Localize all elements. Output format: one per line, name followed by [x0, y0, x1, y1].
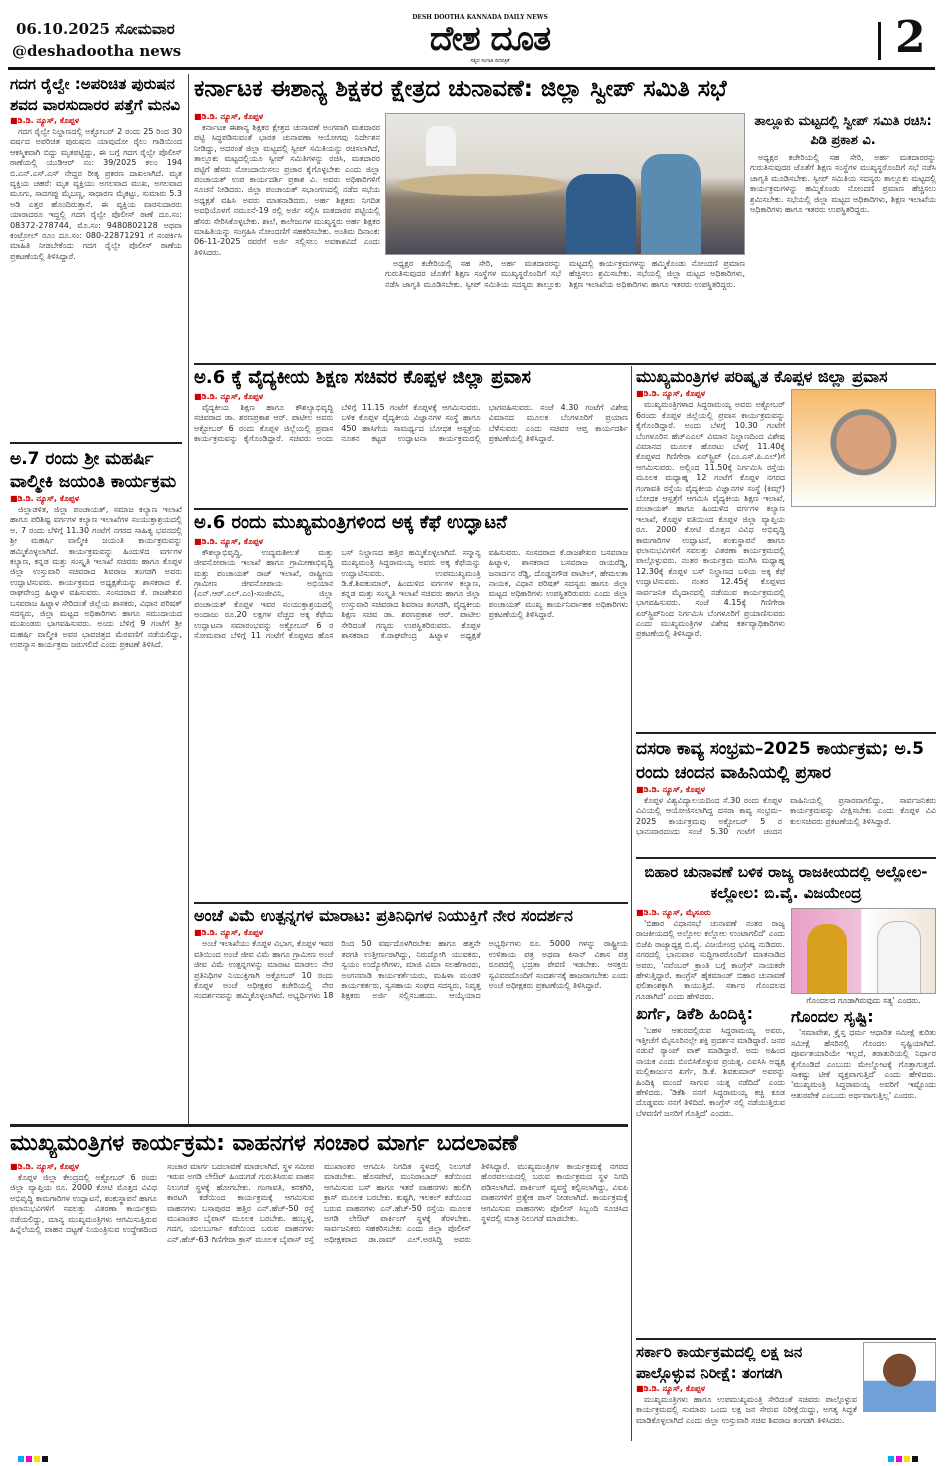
person-figure: [566, 174, 636, 255]
article-gadag: [10, 74, 182, 438]
minister-photo: [863, 1342, 936, 1412]
article-body: [636, 919, 785, 1002]
paragraph: ಗದಗ ರೈಲ್ವೇ ನಿಲ್ದಾಣದಲ್ಲಿ ಅಕ್ಟೋಬರ್ 2 ರಂದು 25 ರಿಂದ 30 ವರ್ಷದ ಅಪರಿಚಿತ ಪುರುಷನು ಯಾವುದೋ ರೈಲು ಗಾಡಿಯಿಂದ ಆಕಸ್ಮಿಕವಾಗಿ ಬಿದ್ದು ಮೃತಪಟ್ಟಿದ್ದು, ಈ ಬಗ್ಗೆ ಗದಗ ರೈಲ್ವೇ ಪೊಲೀಸ್ ಠಾಣೆಯಲ್ಲಿ ಯುಡಿಆರ್ ನಂ: 39/2025 ಕಲಂ 194 ಬಿ.ಎನ್.ಎಸ್.ಎಸ್ ನೇದ್ದರ ರೀತ್ಯ ಪ್ರಕರಣ ದಾಖಲಾಗಿದೆ. ಮೃತ ವ್ಯಕ್ತಿಯ ಚಹರೆ: ಮೃತ ವ್ಯಕ್ತಿಯು ಅಗಲವಾದ ಮುಖ, ಅಗಲವಾದ ಮೂಗು, ಸಾದಗಪ್ಪು ಮೈಬಣ್ಣ, ಸಾಧಾರಣ ಮೈಕಟ್ಟು, ಸುಮಾರು 5.3 ಅಡಿ ಎತ್ತರ ಹೊಂದಿರುತ್ತಾನೆ. ಈ ವ್ಯಕ್ತಿಯ ವಾರಸುದಾರರು ಯಾರಾದರೂ ಇದ್ದಲ್ಲಿ ಗದಗ ರೈಲ್ವೇ ಪೊಲೀಸ್ ಠಾಣೆ ದೂ.ಸಂ: 08372-278744, ಮೊ.ಸಂ: 9480802128 ಅಥವಾ ಕಂಟ್ರೋಲ್ ರೂಂ ದೂ.ಸಂ: 080-22871291 ಗೆ ಸಂಪರ್ಕಿಸಿ ಮಾಹಿತಿ ನೀಡಬೇಕೆಂದು ಗದಗ ರೈಲ್ವೇ ಪೊಲೀಸ್ ಠಾಣೆಯ ಪ್ರಕಟಣೆಯಲ್ಲಿ ತಿಳಿಸಿದ್ದಾರೆ.: [10, 127, 182, 261]
divider: [194, 508, 628, 510]
article-sveep: [194, 112, 380, 360]
paragraph: ವೈದ್ಯಕೀಯ ಶಿಕ್ಷಣ ಹಾಗೂ ಕೌಶಲ್ಯಾಭಿವೃದ್ಧಿ ಸಚಿವರಾದ ಡಾ. ಶರಣಪ್ರಕಾಶ ಆರ್. ಪಾಟೀಲ ಅವರು ಅಕ್ಟೋಬರ್ 6 ರಂದು ಕೊಪ್ಪಳ ಜಿಲ್ಲೆಯಲ್ಲಿ ಪ್ರವಾಸ ಕಾರ್ಯಕ್ರಮವನ್ನು ಕೈಗೊಂಡಿದ್ದಾರೆ. ಸಚಿವರು ಅಂದು ಬೆಳಿಗ್ಗೆ 11.15 ಗಂಟೆಗೆ ಕೊಪ್ಪಳಕ್ಕೆ ಆಗಮಿಸುವರು. ಬಳಿಕ ಕೊಪ್ಪಳ ವೈದ್ಯಕೀಯ ವಿಜ್ಞಾನಗಳ ಸಂಸ್ಥೆ ಹಾಗೂ 450 ಹಾಸಿಗೆಯ ಸಾಮರ್ಥ್ಯದ ಬೋಧಕ ಆಸ್ಪತ್ರೆಯ ನೂತನ ಕಟ್ಟಡ ಉದ್ಘಾಟನಾ ಕಾರ್ಯಕ್ರಮದಲ್ಲಿ ಭಾಗವಹಿಸುವರು. ಸಂಜೆ 4.30 ಗಂಟೆಗೆ ವಿಶೇಷ ವಿಮಾನದ ಮೂಲಕ ಬೆಂಗಳೂರಿಗೆ ಪ್ರಯಾಣ ಬೆಳೆಸುವರು ಎಂದು ಸಚಿವರ ಆಪ್ತ ಕಾರ್ಯದರ್ಶಿ ಪ್ರಕಟಣೆಯಲ್ಲಿ ತಿಳಿಸಿದ್ದಾರೆ.: [194, 402, 628, 443]
article-body: [10, 1162, 628, 1440]
person-figure: [641, 154, 701, 255]
divider: [636, 1338, 936, 1340]
social-handle: @deshadootha news: [12, 42, 182, 60]
article-cm-tour: [636, 368, 936, 728]
masthead-logo: ದೇಶ ದೂತ: [429, 19, 551, 59]
headline: ಮುಖ್ಯಮಂತ್ರಿಗಳ ಪರಿಷ್ಕೃತ ಕೊಪ್ಪಳ ಜಿಲ್ಲಾ ಪ್ರವಾಸ: [636, 368, 888, 386]
headline: ಸರ್ಕಾರಿ ಕಾರ್ಯಕ್ರಮದಲ್ಲಿ ಲಕ್ಷ ಜನ ಪಾಲ್ಗೊಳ್ಳುವ ನಿರೀಕ್ಷೆ: ತಂಗಡಗಿ: [636, 1343, 803, 1382]
divider: [194, 902, 628, 904]
subheadline: ಖರ್ಗೆ, ಡಿಕೆಶಿ ಹಿಂದಿಕ್ಕಿ:: [636, 1004, 753, 1024]
headline: ಅ.7 ರಂದು ಶ್ರೀ ಮಹರ್ಷಿ ವಾಲ್ಮೀಕಿ ಜಯಂತಿ ಕಾರ್ಯಕ್ರಮ: [10, 449, 177, 492]
subheadline: ಗೊಂದಲ ಸೃಷ್ಟಿ:: [791, 1007, 874, 1026]
byline: ■ಡಿ.ಡಿ. ನ್ಯೂಸ್, ಕೊಪ್ಪಳ: [10, 1162, 79, 1171]
masthead-tagline: DESH DOOTHA KANNADA DAILY NEWS: [412, 14, 548, 21]
page-number: 2: [895, 12, 926, 63]
article-valmiki: [10, 448, 182, 1120]
article-body: [636, 1026, 785, 1335]
paragraph: ಮುಖ್ಯಮಂತ್ರಿಗಳಾದ ಸಿದ್ದರಾಮಯ್ಯ ಅವರು ಅಕ್ಟೋಬರ್ 6ರಂದು ಕೊಪ್ಪಳ ಜಿಲ್ಲೆಯಲ್ಲಿ ಪ್ರವಾಸ ಕಾರ್ಯಕ್ರಮವನ್ನು ಕೈಗೊಂಡಿದ್ದಾರೆ. ಅಂದು ಬೆಳಗ್ಗೆ 10.30 ಗಂಟೆಗೆ ಬೆಂಗಳೂರಿನ ಹೆಚ್‌ಎಎಲ್ ವಿಮಾನ ನಿಲ್ದಾಣದಿಂದ ವಿಶೇಷ ವಿಮಾನದ ಮೂಲಕ ಹೊರಟು ಬೆಳಗ್ಗೆ 11.40ಕ್ಕೆ ಕೊಪ್ಪಳದ ಗಿಣಿಗೇರಾ ಏರ್‌ಸ್ಟ್ರಿಪ್ (ಎಂ.ಎಸ್.ಪಿ.ಎಲ್)ಗೆ ಆಗಮಿಸುವರು. ಅಲ್ಲಿಂದ 11.50ಕ್ಕೆ ನಿರ್ಗಮಿಸಿ ರಸ್ತೆಯ ಮೂಲಕ ಮಧ್ಯಾಹ್ನ 12 ಗಂಟೆಗೆ ಕೊಪ್ಪಳ ನಗರದ ಗಂಗಾವತಿ ರಸ್ತೆಯ ವೈದ್ಯಕೀಯ ವಿಜ್ಞಾನಗಳ ಸಂಸ್ಥೆ (ಕಿಮ್ಸ್) ಬೋಧಕ ಆಸ್ಪತ್ರೆಗೆ ಆಗಮಿಸಿ ವೈದ್ಯಕೀಯ ಶಿಕ್ಷಣ ಇಲಾಖೆ, ಪಂಚಾಯತ್ ಹಾಗೂ ಹಿಂದುಳಿದ ವರ್ಗಗಳ ಕಲ್ಯಾಣ ಇಲಾಖೆ, ಕೊಪ್ಪಳ ವತಿಯಿಂದ ಕೊಪ್ಪಳ ಜಿಲ್ಲಾ ವ್ಯಾಪ್ತಿಯ ರೂ. 2000 ಕೋಟಿ ಮೊತ್ತದ ವಿವಿಧ ಅಭಿವೃದ್ಧಿ ಕಾಮಗಾರಿಗಳ ಉದ್ಘಾಟನೆ, ಶಂಕುಸ್ಥಾಪನೆ ಹಾಗೂ ಫಲಾನುಭವಿಗಳಿಗೆ ಸವಲತ್ತು ವಿತರಣಾ ಕಾರ್ಯಕ್ರಮದಲ್ಲಿ ಪಾಲ್ಗೊಳ್ಳುವರು. ನಂತರ ಕಾರ್ಯಕ್ರಮ ಮುಗಿಸಿ ಮಧ್ಯಾಹ್ನ 12.30ಕ್ಕೆ ಕೊಪ್ಪಳ ಬಸ್ ನಿಲ್ದಾಣದ ಬಳಿಯ ಅಕ್ಕ ಕೆಫೆ ಉದ್ಘಾಟಿಸುವರು. ನಂತರ 12.45ಕ್ಕೆ ಕೊಪ್ಪಳದ ಸಾರ್ವಜನಿಕ ಮೈದಾನದಲ್ಲಿ ನಡೆಯುವ ಕಾರ್ಯಕ್ರಮದಲ್ಲಿ ಭಾಗವಹಿಸುವರು. ಸಂಜೆ 4.15ಕ್ಕೆ ಗಿಣಿಗೇರಾ ಏರ್‌ಸ್ಟ್ರಿಪ್‌ನಿಂದ ನಿರ್ಗಮಿಸಿ ಬೆಂಗಳೂರಿಗೆ ಪ್ರಯಾಣಿಸುವರು ಎಂದು ಮುಖ್ಯಮಂತ್ರಿಗಳ ವಿಶೇಷ ಕರ್ತವ್ಯಾಧಿಕಾರಿಗಳು ಪ್ರಕಟಣೆಯಲ್ಲಿ ತಿಳಿಸಿದ್ದಾರೆ.: [636, 400, 785, 639]
paragraph: 'ಸಮಾವೇಶ, ಕ್ರೈಸ್ತ ಧರ್ಮ ಆಧಾರಿತ ಸಮೀಕ್ಷೆ ಕುರಿತು ಸಮೀಕ್ಷೆ ಹೆಸರಿನಲ್ಲಿ ಗೊಂದಲ ಸೃಷ್ಟಿಯಾಗಿದೆ. ಪೂರ್ವತಯಾರಿಯೇ ಇಲ್ಲದೆ, ತರಾತುರಿಯಲ್ಲಿ ನಿರ್ಧಾರ ಕೈಗೊಂಡಿದೆ ಎಂಬುದು ಮೇಲ್ನೋಟಕ್ಕೆ ಗೊತ್ತಾಗುತ್ತದೆ. ಸಾಕಷ್ಟು ಟೀಕೆ ವ್ಯಕ್ತವಾಗುತ್ತಿದೆ' ಎಂದು ಹೇಳಿದರು. 'ಮುಖ್ಯಮಂತ್ರಿ ಸಿದ್ದರಾಮಯ್ಯ ಅವರಿಗೆ ಇಷ್ಟೊಂದು ಆತುರವೇಕೆ ಎಂಬುದು ಅರ್ಥವಾಗುತ್ತಿಲ್ಲ' ಎಂದರು.: [791, 1028, 936, 1100]
meeting-photo: [385, 113, 745, 255]
article-column-left: [636, 908, 785, 1335]
divider: [10, 1124, 628, 1127]
headline: ದಸರಾ ಕಾವ್ಯ ಸಂಭ್ರಮ–2025 ಕಾರ್ಯಕ್ರಮ; ಅ.5 ರಂದು ಚಂದನ ವಾಹಿನಿಯಲ್ಲಿ ಪ್ರಸಾರ: [636, 739, 924, 783]
paragraph: ಕೌಶಲ್ಯಾಭಿವೃದ್ಧಿ, ಉದ್ಯಮಶೀಲತೆ ಮತ್ತು ಜೀವನೋಪಾಯ ಇಲಾಖೆ ಹಾಗೂ ಗ್ರಾಮೀಣಾಭಿವೃದ್ಧಿ ಮತ್ತು ಪಂಚಾಯತ್ ರಾಜ್ ಇಲಾಖೆ, ರಾಷ್ಟ್ರೀಯ ಗ್ರಾಮೀಣ ಜೀವನೋಪಾಯ ಅಭಿಯಾನ (ಎನ್.ಆರ್.ಎಲ್.ಎಂ)-ಸಂಜೀವಿನಿ, ಜಿಲ್ಲಾ ಪಂಚಾಯತ್ ಕೊಪ್ಪಳ ಇವರ ಸಂಯುಕ್ತಾಶ್ರಯದಲ್ಲಿ ಅಂದಾಜು ರೂ.20 ಲಕ್ಷಗಳ ವೆಚ್ಚದ ಅಕ್ಕ ಕೆಫೆಯ ಉದ್ಘಾಟನಾ ಸಮಾರಂಭವನ್ನು ಅಕ್ಟೋಬರ್ 6 ರ ಸೋಮವಾರ ಬೆಳಿಗ್ಗೆ 11 ಗಂಟೆಗೆ ಕೊಪ್ಪಳದ ಹೊಸ ಬಸ್ ನಿಲ್ದಾಣದ ಹತ್ತಿರ ಹಮ್ಮಿಕೊಳ್ಳಲಾಗಿದೆ. ಸನ್ಮಾನ್ಯ ಮುಖ್ಯಮಂತ್ರಿ ಸಿದ್ದರಾಮಯ್ಯ ಅವರು ಅಕ್ಕ ಕೆಫೆಯನ್ನು ಉದ್ಘಾಟಿಸುವರು. ಉಪಮುಖ್ಯಮಂತ್ರಿ ಡಿ.ಕೆ.ಶಿವಕುಮಾರ್, ಹಿಂದುಳಿದ ವರ್ಗಗಳ ಕಲ್ಯಾಣ, ಕನ್ನಡ ಮತ್ತು ಸಂಸ್ಕೃತಿ ಇಲಾಖೆ ಸಚಿವರು ಹಾಗೂ ಜಿಲ್ಲಾ ಉಸ್ತುವಾರಿ ಸಚಿವರಾದ ಶಿವರಾಜ ತಂಗಡಗಿ, ವೈದ್ಯಕೀಯ ಶಿಕ್ಷಣ ಸಚಿವ ಡಾ. ಶರಣಪ್ರಕಾಶ ಆರ್. ಪಾಟೀಲ ಸೇರಿದಂತೆ ಗಣ್ಯರು ಉಪಸ್ಥಿತರಿರುವರು. ಕೊಪ್ಪಳ ಶಾಸಕರಾದ ಕೆ.ರಾಘವೇಂದ್ರ ಹಿಟ್ನಾಳ ಅಧ್ಯಕ್ಷತೆ ವಹಿಸುವರು. ಸಂಸದರಾದ ಕೆ.ರಾಜಶೇಖರ ಬಸವರಾಜ ಹಿಟ್ನಾಳ, ಶಾಸಕರಾದ ಬಸವರಾಜ ರಾಯರೆಡ್ಡಿ, ಜನಾರ್ದನ ರೆಡ್ಡಿ, ದೊಡ್ಡನಗೌಡ ಪಾಟೀಲ್, ಹೇಮಲತಾ ನಾಯಕ, ವಿಧಾನ ಪರಿಷತ್ ಸದಸ್ಯರು ಹಾಗೂ ಜಿಲ್ಲಾ ಮಟ್ಟದ ಅಧಿಕಾರಿಗಳು ಉಪಸ್ಥಿತರಿರುವರು ಎಂದು ಜಿಲ್ಲಾ ಪಂಚಾಯತ್ ಮುಖ್ಯ ಕಾರ್ಯನಿರ್ವಾಹಕ ಅಧಿಕಾರಿಗಳು ಪ್ರಕಟಣೆಯಲ್ಲಿ ತಿಳಿಸಿದ್ದಾರೆ.: [194, 547, 628, 640]
table-shape: [396, 174, 566, 196]
issue-date: 06.10.2025 ಸೋಮವಾರ: [16, 20, 175, 38]
article-body-continued: [385, 259, 745, 359]
headline: ಅ.6 ಕ್ಕೆ ವೈದ್ಯಕೀಯ ಶಿಕ್ಷಣ ಸಚಿವರ ಕೊಪ್ಪಳ ಜಿಲ್ಲಾ ಪ್ರವಾಸ: [194, 368, 531, 388]
article-columns: [636, 908, 936, 1335]
chief-minister-photo: [791, 389, 936, 507]
paragraph: ಅಧ್ಯಕ್ಷರ ಕಚೇರಿಯಲ್ಲಿ ಸಹ ಸೇರಿ, ಅರ್ಹ ಮತದಾರರನ್ನು ಗುರುತಿಸುವುದರ ಜೊತೆಗೆ ಶಿಕ್ಷಣ ಸಂಸ್ಥೆಗಳ ಮುಖ್ಯಸ್ಥರೊಂದಿಗೆ ಸಭೆ ನಡೆಸಿ ಜಾಗೃತಿ ಮೂಡಿಸಬೇಕು. ಸ್ವೀಪ್ ಸಮಿತಿಯ ಸದಸ್ಯರು ತಾಲ್ಲೂಕು ಮಟ್ಟದಲ್ಲಿ ಕಾರ್ಯಕ್ರಮಗಳನ್ನು ಹಮ್ಮಿಕೊಂಡು ನೋಂದಣಿ ಪ್ರಮಾಣ ಹೆಚ್ಚಿಸಲು ಶ್ರಮಿಸಬೇಕು. ಸಭೆಯಲ್ಲಿ ಜಿಲ್ಲಾ ಮಟ್ಟದ ಅಧಿಕಾರಿಗಳು, ಶಿಕ್ಷಣ ಇಲಾಖೆಯ ಅಧಿಕಾರಿಗಳು ಹಾಗೂ ಇತರರು ಉಪಸ್ಥಿತರಿದ್ದರು.: [750, 153, 936, 215]
byline: ■ಡಿ.ಡಿ. ನ್ಯೂಸ್, ಕೊಪ್ಪಳ: [194, 112, 263, 121]
byline: ■ಡಿ.ಡಿ. ನ್ಯೂಸ್, ಕೊಪ್ಪಳ: [10, 116, 79, 125]
person-figure: [426, 126, 456, 166]
paragraph: ಅಂಚೆ ಇಲಾಖೆಯು ಕೊಪ್ಪಳ ವಿಭಾಗ, ಕೊಪ್ಪಳ ಇವರ ವತಿಯಿಂದ ಅಂಚೆ ಜೀವ ವಿಮೆ ಹಾಗೂ ಗ್ರಾಮೀಣ ಅಂಚೆ ಜೀವ ವಿಮೆ ಉತ್ಪನ್ನಗಳನ್ನು ಮಾರಾಟ ಮಾಡಲು ನೇರ ಪ್ರತಿನಿಧಿಗಳ ನಿಯುಕ್ತಿಗಾಗಿ ಅಕ್ಟೋಬರ್ 10 ರಂದು ಕೊಪ್ಪಳ ಅಂಚೆ ಅಧೀಕ್ಷಕರ ಕಚೇರಿಯಲ್ಲಿ ನೇರ ಸಂದರ್ಶನವನ್ನು ಹಮ್ಮಿಕೊಳ್ಳಲಾಗಿದೆ. ಅಭ್ಯರ್ಥಿಗಳು 18 ರಿಂದ 50 ವರ್ಷದೊಳಗಿರಬೇಕು ಹಾಗೂ ಹತ್ತನೇ ತರಗತಿ ಉತ್ತೀರ್ಣರಾಗಿದ್ದು, ನಿರುದ್ಯೋಗಿ ಯುವಕರು, ಸ್ವಯಂ ಉದ್ಯೋಗಿಗಳು, ಮಾಜಿ ವಿಮಾ ಸಲಹೆಗಾರರು, ಅಂಗನವಾಡಿ ಕಾರ್ಯಕರ್ತೆಯರು, ಮಹಿಳಾ ಮಂಡಳಿ ಕಾರ್ಯಕರ್ತರು, ಸ್ವಸಹಾಯ ಸಂಘದ ಸದಸ್ಯರು, ನಿವೃತ್ತ ಶಿಕ್ಷಕರು ಅರ್ಜಿ ಸಲ್ಲಿಸಬಹುದು. ಆಯ್ಕೆಯಾದ ಅಭ್ಯರ್ಥಿಗಳು ರೂ. 5000 ಗಳನ್ನು ರಾಷ್ಟ್ರೀಯ ಉಳಿತಾಯ ಪತ್ರ ಅಥವಾ ಕಿಸಾನ್ ವಿಕಾಸ ಪತ್ರ ರೂಪದಲ್ಲಿ ಭದ್ರತಾ ಠೇವಣಿ ಇಡಬೇಕು. ಆಸಕ್ತರು ಸ್ವವಿವರದೊಂದಿಗೆ ಸಂದರ್ಶನಕ್ಕೆ ಹಾಜರಾಗಬೇಕು ಎಂದು ಅಂಚೆ ಅಧೀಕ್ಷಕರು ಪ್ರಕಟಣೆಯಲ್ಲಿ ತಿಳಿಸಿದ್ದಾರೆ.: [194, 939, 628, 1001]
byline: ■ಡಿ.ಡಿ. ನ್ಯೂಸ್, ಕೊಪ್ಪಳ: [636, 1384, 705, 1393]
byline: ■ಡಿ.ಡಿ. ನ್ಯೂಸ್, ಮೈಸೂರು: [636, 908, 711, 917]
article-body: [636, 796, 936, 854]
page-number-divider: [878, 22, 881, 60]
politicians-photo: [791, 908, 936, 994]
article-insurance: [194, 907, 628, 1120]
paragraph: ಜಿಲ್ಲಾಡಳಿತ, ಜಿಲ್ಲಾ ಪಂಚಾಯತ್, ಸಮಾಜ ಕಲ್ಯಾಣ ಇಲಾಖೆ ಹಾಗೂ ಪರಿಶಿಷ್ಟ ವರ್ಗಗಳ ಕಲ್ಯಾಣ ಇಲಾಖೆಗಳ ಸಂಯುಕ್ತಾಶ್ರಯದಲ್ಲಿ ಅ. 7 ರಂದು ಬೆಳಿಗ್ಗೆ 11.30 ಗಂಟೆಗೆ ನಗರದ ಸಾಹಿತ್ಯ ಭವನದಲ್ಲಿ ಶ್ರೀ ಮಹರ್ಷಿ ವಾಲ್ಮೀಕಿ ಜಯಂತಿ ಕಾರ್ಯಕ್ರಮವನ್ನು ಹಮ್ಮಿಕೊಳ್ಳಲಾಗಿದೆ. ಕಾರ್ಯಕ್ರಮವನ್ನು ಹಿಂದುಳಿದ ವರ್ಗಗಳ ಕಲ್ಯಾಣ, ಕನ್ನಡ ಮತ್ತು ಸಂಸ್ಕೃತಿ ಇಲಾಖೆ ಸಚಿವರು ಹಾಗೂ ಕೊಪ್ಪಳ ಜಿಲ್ಲಾ ಉಸ್ತುವಾರಿ ಸಚಿವರಾದ ಶಿವರಾಜ ತಂಗಡಗಿ ಅವರು ಉದ್ಘಾಟಿಸುವರು. ಕಾರ್ಯಕ್ರಮದ ಅಧ್ಯಕ್ಷತೆಯನ್ನು ಶಾಸಕರಾದ ಕೆ. ರಾಘವೇಂದ್ರ ಹಿಟ್ನಾಳ ವಹಿಸುವರು. ಸಂಸದರಾದ ಕೆ. ರಾಜಶೇಖರ ಬಸವರಾಜ ಹಿಟ್ನಾಳ ಸೇರಿದಂತೆ ಜಿಲ್ಲೆಯ ಶಾಸಕರು, ವಿಧಾನ ಪರಿಷತ್ ಸದಸ್ಯರು, ಜಿಲ್ಲಾ ಮಟ್ಟದ ಅಧಿಕಾರಿಗಳು ಹಾಗೂ ಸಮುದಾಯದ ಮುಖಂಡರು ಭಾಗವಹಿಸುವರು. ಅಂದು ಬೆಳಿಗ್ಗೆ 9 ಗಂಟೆಗೆ ಶ್ರೀ ಮಹರ್ಷಿ ವಾಲ್ಮೀಕಿ ಅವರ ಭಾವಚಿತ್ರದ ಮೆರವಣಿಗೆ ನಡೆಯಲಿದ್ದು, ಉಪನ್ಯಾಸ ಕಾರ್ಯಕ್ರಮ ಜರುಗಲಿದೆ ಎಂದು ಪ್ರಕಟಣೆ ತಿಳಿಸಿದೆ.: [10, 505, 182, 650]
paragraph: 'ಬಿಹಾರ ವಿಧಾನಸಭೆ ಚುನಾವಣೆ ನಂತರ ರಾಜ್ಯ ರಾಜಕೀಯದಲ್ಲಿ ಅಲ್ಲೋಲ ಕಲ್ಲೋಲ ಉಂಟಾಗಲಿದೆ' ಎಂದು ಬಿಜೆಪಿ ರಾಜ್ಯಾಧ್ಯಕ್ಷ ಬಿ.ವೈ. ವಿಜಯೇಂದ್ರ ಭವಿಷ್ಯ ನುಡಿದರು. ನಗರದಲ್ಲಿ ಭಾನುವಾರ ಸುದ್ದಿಗಾರರೊಂದಿಗೆ ಮಾತನಾಡಿದ ಅವರು, 'ನವೆಂಬರ್ ಕ್ರಾಂತಿ ಬಗ್ಗೆ ಕಾಂಗ್ರೆಸ್ ನಾಯಕರೇ ಹೇಳುತ್ತಿದ್ದಾರೆ. ಕಾಂಗ್ರೆಸ್ ಹೈಕಮಾಂಡ್ ಬಿಹಾರ ಚುನಾವಣೆ ಫಲಿತಾಂಶಕ್ಕಾಗಿ ಕಾಯುತ್ತಿದೆ. ಸರ್ಕಾರ ಗೊಂದಲದ ಗೂಡಾಗಿದೆ' ಎಂದು ಹೇಳಿದರು.: [636, 919, 785, 1001]
headline: ಅಂಚೆ ವಿಮೆ ಉತ್ಪನ್ನಗಳ ಮಾರಾಟ: ಪ್ರತಿನಿಧಿಗಳ ನಿಯುಕ್ತಿಗೆ ನೇರ ಸಂದರ್ಶನ: [194, 907, 573, 925]
article-medical: [194, 368, 628, 504]
masthead-slogan: ಸತ್ಯದ ಸಂಗಾತಿ ದಿನಪತ್ರಿಕೆ: [470, 58, 510, 64]
divider: [636, 857, 936, 859]
byline: ■ಡಿ.ಡಿ. ನ್ಯೂಸ್, ಕೊಪ್ಪಳ: [194, 536, 263, 546]
paragraph: ಅಧ್ಯಕ್ಷರ ಕಚೇರಿಯಲ್ಲಿ ಸಹ ಸೇರಿ, ಅರ್ಹ ಮತದಾರರನ್ನು ಗುರುತಿಸುವುದರ ಜೊತೆಗೆ ಶಿಕ್ಷಣ ಸಂಸ್ಥೆಗಳ ಮುಖ್ಯಸ್ಥರೊಂದಿಗೆ ಸಭೆ ನಡೆಸಿ ಜಾಗೃತಿ ಮೂಡಿಸಬೇಕು. ಸ್ವೀಪ್ ಸಮಿತಿಯ ಸದಸ್ಯರು ತಾಲ್ಲೂಕು ಮಟ್ಟದಲ್ಲಿ ಕಾರ್ಯಕ್ರಮಗಳನ್ನು ಹಮ್ಮಿಕೊಂಡು ನೋಂದಣಿ ಪ್ರಮಾಣ ಹೆಚ್ಚಿಸಲು ಶ್ರಮಿಸಬೇಕು. ಸಭೆಯಲ್ಲಿ ಜಿಲ್ಲಾ ಮಟ್ಟದ ಅಧಿಕಾರಿಗಳು, ಶಿಕ್ಷಣ ಇಲಾಖೆಯ ಅಧಿಕಾರಿಗಳು ಹಾಗೂ ಇತರರು ಉಪಸ್ಥಿತರಿದ್ದರು.: [385, 259, 745, 289]
article-bihar: [636, 862, 936, 1335]
article-body: [636, 400, 785, 639]
article-body: [750, 153, 936, 360]
divider: [194, 363, 936, 365]
article-body: [10, 127, 182, 438]
byline: ■ಡಿ.ಡಿ. ನ್ಯೂಸ್, ಕೊಪ್ಪಳ: [10, 494, 79, 503]
column-divider: [188, 74, 189, 1124]
person-figure: [807, 924, 847, 994]
paragraph: ಕರ್ನಾಟಕ ಈಶಾನ್ಯ ಶಿಕ್ಷಕರ ಕ್ಷೇತ್ರದ ಚುನಾವಣೆ ಅಂಗವಾಗಿ ಮತದಾರರ ಪಟ್ಟಿ ಸಿದ್ಧಪಡಿಸುವಂತೆ ಭಾರತ ಚುನಾವಣಾ ಆಯೋಗವು ನಿರ್ದೇಶನ ನೀಡಿದ್ದು, ಅದರಂತೆ ಜಿಲ್ಲಾ ಮಟ್ಟದಲ್ಲಿ ಸ್ವೀಪ್ ಸಮಿತಿಯನ್ನು ರಚಿಸಲಾಗಿದೆ, ತಾಲ್ಲೂಕು ಮಟ್ಟದಲ್ಲಿಯೂ ಸ್ವೀಪ್ ಸಮಿತಿಗಳನ್ನು ರಚಿಸಿ, ಮತದಾರರ ಪಟ್ಟಿಗೆ ಹೆಸರು ನೋಂದಾಯಿಸಲು ಪ್ರಚಾರ ಕೈಗೊಳ್ಳಬೇಕು ಎಂದು ಜಿಲ್ಲಾ ಪಂಚಾಯತ್ ಉಪ ಕಾರ್ಯದರ್ಶಿ ಪ್ರಕಾಶ ವಿ. ಅವರು ಅಧಿಕಾರಿಗಳಿಗೆ ಸೂಚನೆ ನೀಡಿದರು. ಜಿಲ್ಲಾ ಪಂಚಾಯತ್ ಸಭಾಂಗಣದಲ್ಲಿ ನಡೆದ ಸಭೆಯ ಅಧ್ಯಕ್ಷತೆ ವಹಿಸಿ ಅವರು ಮಾತನಾಡಿದರು. ಅರ್ಹ ಶಿಕ್ಷಕರು ನಿಗದಿತ ಅವಧಿಯೊಳಗೆ ನಮೂನೆ-19 ರಲ್ಲಿ ಅರ್ಜಿ ಸಲ್ಲಿಸಿ ಮತದಾರರ ಪಟ್ಟಿಯಲ್ಲಿ ಹೆಸರು ಸೇರಿಸಿಕೊಳ್ಳಬೇಕು. ಶಾಲೆ, ಕಾಲೇಜುಗಳ ಮುಖ್ಯಸ್ಥರು ಅರ್ಹ ಶಿಕ್ಷಕರ ಮಾಹಿತಿಯನ್ನು ಸಂಗ್ರಹಿಸಿ ನೋಂದಣಿಗೆ ಸಹಕರಿಸಬೇಕು. ಅಂತಿಮ ದಿನಾಂಕ: 06-11-2025 ರವರೆಗೆ ಅರ್ಜಿ ಸಲ್ಲಿಸಲು ಅವಕಾಶವಿದೆ ಎಂದು ತಿಳಿಸಿದರು.: [194, 123, 380, 257]
divider: [636, 732, 936, 734]
headline: ಅ.6 ರಂದು ಮುಖ್ಯಮಂತ್ರಿಗಳಿಂದ ಅಕ್ಕ ಕೆಫೆ ಉದ್ಘಾಟನೆ: [194, 513, 507, 533]
article-column-right: [791, 908, 936, 1335]
headline: ಗದಗ ರೈಲ್ವೇ :ಅಪರಿಚಿತ ಪುರುಷನ ಶವದ ವಾರಸುದಾರರ ಪತ್ತೆಗೆ ಮನವಿ: [10, 75, 181, 114]
article-akka-cafe: [194, 513, 628, 898]
headline: ಬಿಹಾರ ಚುನಾವಣೆ ಬಳಿಕ ರಾಜ್ಯ ರಾಜಕೀಯದಲ್ಲಿ ಅಲ್ಲೋಲ-ಕಲ್ಲೋಲ: ಬಿ.ವೈ. ವಿಜಯೇಂದ್ರ: [644, 863, 928, 902]
paragraph: ಕೊಪ್ಪಳ ವಿಶ್ವವಿದ್ಯಾಲಯದಿಂದ ಸೆ.30 ರಂದು ಕೊಪ್ಪಳ ವಿವಿಯಲ್ಲಿ ಆಯೋಜಿಸಲಾಗಿದ್ದ ದಸರಾ ಕಾವ್ಯ ಸಂಭ್ರಮ–2025 ಕಾರ್ಯಕ್ರಮವು ಅಕ್ಟೋಬರ್ 5 ರ ಭಾನುವಾರದಂದು ಸಂಜೆ 5.30 ಗಂಟೆಗೆ ಚಂದನ ವಾಹಿನಿಯಲ್ಲಿ ಪ್ರಸಾರವಾಗಲಿದ್ದು, ಸಾರ್ವಜನಿಕರು ಕಾರ್ಯಕ್ರಮವನ್ನು ವೀಕ್ಷಿಸಬೇಕು ಎಂದು ಕೊಪ್ಪಳ ವಿವಿ ಕುಲಸಚಿವರು ಪ್ರಕಟಣೆಯಲ್ಲಿ ತಿಳಿಸಿದ್ದಾರೆ.: [636, 796, 936, 837]
color-registration-marks: [18, 1447, 50, 1453]
article-body: [194, 548, 628, 898]
article-body: [636, 1395, 857, 1426]
article-traffic: [10, 1130, 628, 1440]
article-body: [194, 403, 628, 504]
article-dasara: [636, 737, 936, 854]
article-sveep-side: [750, 112, 936, 360]
article-body: [194, 123, 380, 360]
divider: [10, 442, 182, 444]
lead-headline: ಕರ್ನಾಟಕ ಈಶಾನ್ಯ ಶಿಕ್ಷಕರ ಕ್ಷೇತ್ರದ ಚುನಾವಣೆ: ಜಿಲ್ಲಾ ಸ್ವೀಪ್ ಸಮಿತಿ ಸಭೆ: [194, 76, 727, 102]
byline: ■ಡಿ.ಡಿ. ನ್ಯೂಸ್, ಕೊಪ್ಪಳ: [194, 928, 263, 938]
article-body: [791, 1028, 936, 1335]
byline: ■ಡಿ.ಡಿ. ನ್ಯೂಸ್, ಕೊಪ್ಪಳ: [636, 785, 705, 794]
paragraph: 'ಬಹಳ ಆತುರದಲ್ಲಿರುವ ಸಿದ್ದರಾಮಯ್ಯ ಅವರು, ಇತ್ತೀಚೆಗೆ ಮೈಸೂರಿನಲ್ಲೇ ಶಕ್ತಿ ಪ್ರದರ್ಶನ ಮಾಡಿದ್ದಾರೆ. ಜನರ ನಡುವೆ ರ‍್ಯಾಂಪ್ ವಾಕ್ ಮಾಡಿದ್ದಾರೆ. ಅದು ಅಹಿಂದ ನಾಯಕ ಎಂದು ಬಿಂಬಿಸಿಕೊಳ್ಳುವ ಪ್ರಯತ್ನ. ಎಐಸಿಸಿ ಅಧ್ಯಕ್ಷ ಮಲ್ಲಿಕಾರ್ಜುನ ಖರ್ಗೆ, ಡಿ.ಕೆ. ಶಿವಕುಮಾರ್ ಅವರನ್ನು ಹಿಂದಿಕ್ಕಿ ಮುಂದೆ ಸಾಗುವ ಯತ್ನ ನಡೆದಿದೆ' ಎಂದು ಹೇಳಿದರು. 'ಡಿಕೆಶಿ ನನಗೆ ಸಿದ್ದರಾಮಯ್ಯ ಕಚ್ಚಿ ಕೂಡ ದೊಡ್ಡವರು ನನಗೆ ತಿಳಿದಿದೆ. ಕಾಂಗ್ರೆಸ್ ನಲ್ಲಿ ನಡೆಯುತ್ತಿರುವ ಬೆಳವಣಿಗೆ ಜನರಿಗೆ ಗೊತ್ತಿದೆ' ಎಂದರು.: [636, 1025, 785, 1118]
article-body: [194, 939, 628, 1120]
paragraph: ಕೊಪ್ಪಳ ಜಿಲ್ಲಾ ಕೇಂದ್ರದಲ್ಲಿ ಅಕ್ಟೋಬರ್ 6 ರಂದು ಜಿಲ್ಲಾ ವ್ಯಾಪ್ತಿಯ ರೂ. 2000 ಕೋಟಿ ಮೊತ್ತದ ವಿವಿಧ ಅಭಿವೃದ್ಧಿ ಕಾಮಗಾರಿಗಳ ಉದ್ಘಾಟನೆ, ಶಂಕುಸ್ಥಾಪನೆ ಹಾಗೂ ಫಲಾನುಭವಿಗಳಿಗೆ ಸವಲತ್ತು ವಿತರಣಾ ಕಾರ್ಯಕ್ರಮ ನಡೆಯಲಿದ್ದು, ಮಾನ್ಯ ಮುಖ್ಯಮಂತ್ರಿಗಳು ಆಗಮಿಸುತ್ತಿರುವ ಹಿನ್ನೆಲೆಯಲ್ಲಿ ವಾಹನ ದಟ್ಟಣೆ ನಿಯಂತ್ರಿಸುವ ಉದ್ದೇಶದಿಂದ ಸಂಚಾರ ಮಾರ್ಗ ಬದಲಾವಣೆ ಮಾಡಲಾಗಿದೆ. ಸ್ಥಳ ಸಮೀಪ ಇರುವ ಅಗಡಿ ಲೇಔಟ್ ಹಿಂದುಗಡೆ ಗುರುತಿಸಿರುವ ವಾಹನ ನಿಲುಗಡೆ ಸ್ಥಳಕ್ಕೆ ಹೋಗಬೇಕು. ಗಂಗಾವತಿ, ಕನಕಗಿರಿ, ಕಾರಟಗಿ ಕಡೆಯಿಂದ ಕಾರ್ಯಕ್ರಮಕ್ಕೆ ಆಗಮಿಸುವ ವಾಹನಗಳು ಬಸಾಪುರದ ಹತ್ತಿರ ಎನ್.ಹೆಚ್-50 ರಸ್ತೆ ಮುಖಾಂತರ ಬೈಪಾಸ್ ಮೂಲಕ ಬರಬೇಕು. ಹುಬ್ಬಳ್ಳಿ, ಗದಗ, ಯಲಬುರ್ಗಾ ಕಡೆಯಿಂದ ಬರುವ ವಾಹನಗಳು ಎನ್.ಹೆಚ್-63 ಗಿಣಿಗೇರಾ ಕ್ರಾಸ್ ಮೂಲಕ ಬೈಪಾಸ್ ರಸ್ತೆ ಮುಖಾಂತರ ಆಗಮಿಸಿ ನಿಗದಿತ ಸ್ಥಳದಲ್ಲಿ ನಿಲುಗಡೆ ಮಾಡಬೇಕು. ಹೊಸಪೇಟೆ, ಮುನಿರಾಬಾದ್ ಕಡೆಯಿಂದ ಆಗಮಿಸುವ ಬಸ್ ಹಾಗೂ ಇತರೆ ವಾಹನಗಳು ಹುಲಿಗಿ ಕ್ರಾಸ್ ಮೂಲಕ ಬರಬೇಕು. ಕುಷ್ಟಗಿ, ಇಲಕಲ್ ಕಡೆಯಿಂದ ಬರುವ ವಾಹನಗಳು ಎನ್.ಹೆಚ್-50 ರಸ್ತೆಯ ಮೂಲಕ ಅಗಡಿ ಲೇಔಟ್ ಪಾರ್ಕಿಂಗ್ ಸ್ಥಳಕ್ಕೆ ತೆರಳಬೇಕು. ಸಾರ್ವಜನಿಕರು ಸಹಕರಿಸಬೇಕು ಎಂದು ಜಿಲ್ಲಾ ಪೊಲೀಸ್ ಅಧೀಕ್ಷಕರಾದ ಡಾ.ರಾಮ್ ಎಲ್.ಅರಸಿದ್ದಿ ಅವರು ತಿಳಿಸಿದ್ದಾರೆ. ಮುಖ್ಯಮಂತ್ರಿಗಳ ಕಾರ್ಯಕ್ರಮಕ್ಕೆ ನಗರದ ಹೊರವಲಯದಲ್ಲಿ ಬರುವ ಕಾರ್ಯಕ್ರಮದ ಸ್ಥಳ ನಿಗದಿ ಪಡಿಸಲಾಗಿದೆ. ಪಾರ್ಕಿಂಗ್ ವ್ಯವಸ್ಥೆ ಕಲ್ಪಿಸಲಾಗಿದ್ದು, ವಿಐಪಿ ವಾಹನಗಳಿಗೆ ಪ್ರತ್ಯೇಕ ಪಾಸ್ ನೀಡಲಾಗಿದೆ. ಕಾರ್ಯಕ್ರಮಕ್ಕೆ ಆಗಮಿಸುವ ವಾಹನಗಳು ಪೊಲೀಸ್ ಸಿಬ್ಬಂದಿ ಸೂಚಿಸಿದ ಸ್ಥಳದಲ್ಲಿ ಮಾತ್ರ ನಿಲುಗಡೆ ಮಾಡಬೇಕು.: [10, 1162, 628, 1244]
byline: ■ಡಿ.ಡಿ. ನ್ಯೂಸ್, ಕೊಪ್ಪಳ: [194, 391, 263, 401]
article-tangadagi: [636, 1342, 936, 1442]
article-body: [10, 505, 182, 1120]
column-divider: [631, 366, 632, 1441]
byline: ■ಡಿ.ಡಿ. ನ್ಯೂಸ್, ಕೊಪ್ಪಳ: [636, 389, 705, 399]
masthead-rule: [8, 67, 935, 70]
photo-caption: ಗೊಂದಲದ ಗೂಡಾಗಿರುವುದು ಸತ್ಯ' ಎಂದರು.: [806, 996, 921, 1005]
person-figure: [877, 921, 921, 994]
subheadline: ತಾಲ್ಲೂಕು ಮಟ್ಟದಲ್ಲಿ ಸ್ವೀಪ್ ಸಮಿತಿ ರಚಿಸಿ: ಪಿಡಿ ಪ್ರಕಾಶ ವಿ.: [754, 114, 932, 148]
color-registration-marks: [888, 1447, 920, 1453]
paragraph: ಮುಖ್ಯಮಂತ್ರಿಗಳು ಹಾಗೂ ಉಪಮುಖ್ಯಮಂತ್ರಿ ಸೇರಿದಂತೆ ಸಚಿವರು ಪಾಲ್ಗೊಳ್ಳುವ ಕಾರ್ಯಕ್ರಮದಲ್ಲಿ ಸುಮಾರು ಒಂದು ಲಕ್ಷ ಜನ ಸೇರುವ ನಿರೀಕ್ಷೆಯಿದ್ದು, ಅಗತ್ಯ ಸಿದ್ಧತೆ ಮಾಡಿಕೊಳ್ಳಲಾಗಿದೆ ಎಂದು ಜಿಲ್ಲಾ ಉಸ್ತುವಾರಿ ಸಚಿವ ಶಿವರಾಜ ತಂಗಡಗಿ ತಿಳಿಸಿದರು.: [636, 1395, 857, 1425]
headline: ಮುಖ್ಯಮಂತ್ರಿಗಳ ಕಾರ್ಯಕ್ರಮ: ವಾಹನಗಳ ಸಂಚಾರ ಮಾರ್ಗ ಬದಲಾವಣೆ: [10, 1131, 518, 1156]
